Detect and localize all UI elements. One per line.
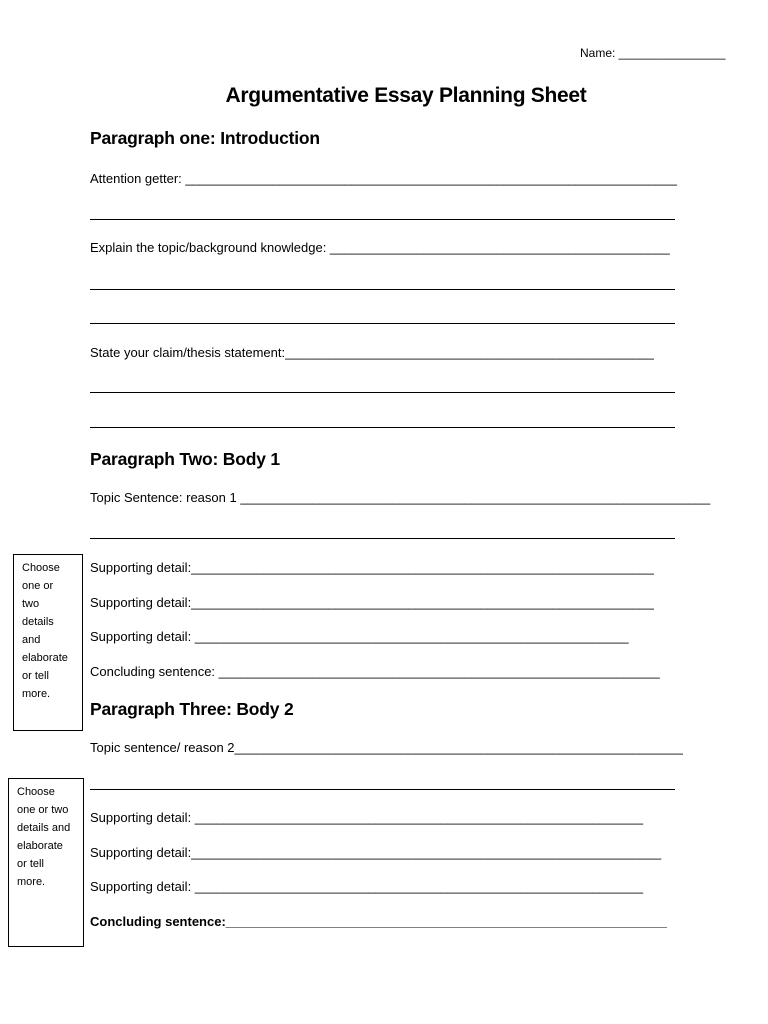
side-note-line: or tell xyxy=(22,670,49,682)
blank-line[interactable] xyxy=(90,538,675,539)
side-note-line: details and xyxy=(17,822,71,834)
blank-line[interactable] xyxy=(90,392,675,393)
side-note-line: more. xyxy=(22,688,51,700)
side-note-line: Choose xyxy=(17,786,55,798)
supporting-detail-field[interactable]: Supporting detail:________________________________________________________________ xyxy=(90,560,654,575)
section-heading-body-2: Paragraph Three: Body 2 xyxy=(90,699,294,719)
attention-getter-field[interactable]: Attention getter: ____________________________________________________________________ xyxy=(90,171,678,186)
name-field[interactable]: Name: ________________ xyxy=(580,46,726,60)
side-note-line: elaborate xyxy=(17,840,63,852)
supporting-detail-field[interactable]: Supporting detail: ______________________________________________________________ xyxy=(90,810,644,825)
thesis-statement-field[interactable]: State your claim/thesis statement:___________________________________________________ xyxy=(90,345,654,360)
supporting-detail-field[interactable]: Supporting detail:_________________________________________________________________ xyxy=(90,845,662,860)
side-note-line: more. xyxy=(17,876,46,888)
side-note-line: one or two xyxy=(17,804,69,816)
background-knowledge-field[interactable]: Explain the topic/background knowledge: _______________________________________________ xyxy=(90,240,670,255)
side-note-line: elaborate xyxy=(22,652,68,664)
concluding-sentence-field[interactable]: Concluding sentence: _____________________________________________________________ xyxy=(90,664,660,679)
side-note-box xyxy=(8,778,84,947)
topic-sentence-1-field[interactable]: Topic Sentence: reason 1 _________________________________________________________________ xyxy=(90,490,711,505)
blank-line[interactable] xyxy=(90,427,675,428)
concluding-sentence-field[interactable]: Concluding sentence:_____________________________________________________________ xyxy=(90,914,667,929)
blank-line[interactable] xyxy=(90,323,675,324)
side-note-line: Choose xyxy=(22,562,60,574)
side-note-line: or tell xyxy=(17,858,44,870)
side-note-line: one or xyxy=(22,580,54,592)
section-heading-body-1: Paragraph Two: Body 1 xyxy=(90,449,280,469)
topic-sentence-2-field[interactable]: Topic sentence/ reason 2______________________________________________________________ xyxy=(90,740,683,755)
side-note-box xyxy=(13,554,83,731)
page-title: Argumentative Essay Planning Sheet xyxy=(225,84,587,107)
blank-line[interactable] xyxy=(90,219,675,220)
supporting-detail-field[interactable]: Supporting detail: ____________________________________________________________ xyxy=(90,629,629,644)
side-note-line: details xyxy=(22,616,54,628)
side-note-line: and xyxy=(22,634,41,646)
supporting-detail-field[interactable]: Supporting detail:________________________________________________________________ xyxy=(90,595,654,610)
supporting-detail-field[interactable]: Supporting detail: ______________________________________________________________ xyxy=(90,879,644,894)
section-heading-introduction: Paragraph one: Introduction xyxy=(90,128,320,148)
blank-line[interactable] xyxy=(90,789,675,790)
side-note-line: two xyxy=(22,598,40,610)
blank-line[interactable] xyxy=(90,289,675,290)
